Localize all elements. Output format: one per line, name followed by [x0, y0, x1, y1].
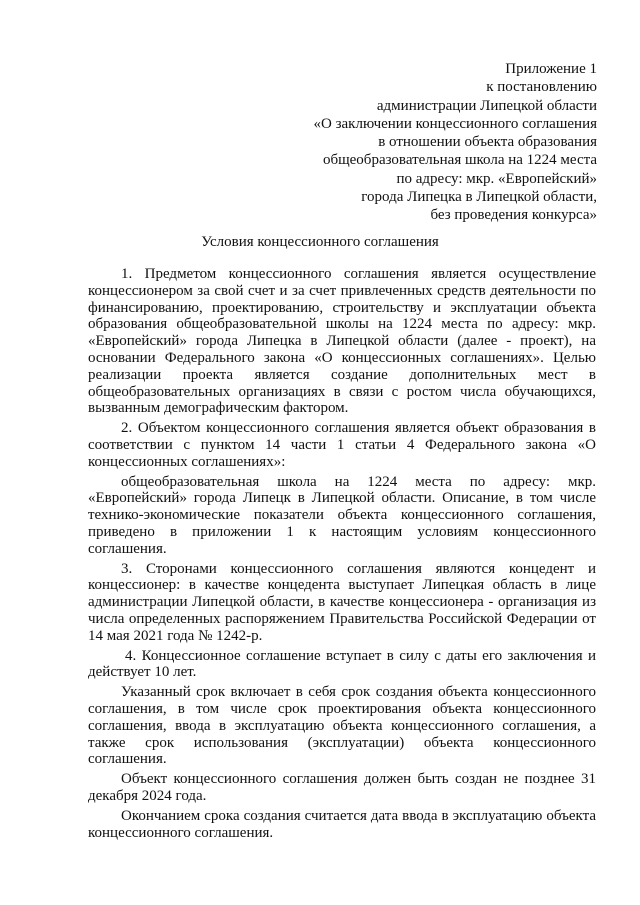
paragraph-4-deadline: Объект концессионного соглашения должен быть создан не позднее 31 декабря 2024 года. [88, 771, 596, 804]
header-line-9: без проведения конкурса» [430, 207, 597, 224]
header-line-6: общеобразовательная школа на 1224 места [322, 152, 597, 169]
header-line-1: Приложение 1 [505, 61, 597, 77]
paragraph-4-completion: Окончанием срока создания считается дата ввода в эксплуатацию объекта концессионного соглашения. [88, 807, 596, 841]
header-line-8: города Липецка в Липецкой области, [361, 189, 597, 206]
paragraph-1: 1. Предметом концессионного соглашения является осуществление концессионером за свой счет и за счет привлеченных средств деятельности по финансированию, проектированию, строительству и эксплуатации объекта образования общеобразовательной школы на 1224 места по адресу: мкр. «Европейский» города Липецка в Липецкой области (далее - проект), на основании Федерального закона «О концессионных соглашениях». Целью реализации проекта является создание дополнительных мест в общеобразовательных организациях в связи с ростом числа обучающихся, вызванным демографическим фактором. [88, 266, 596, 417]
appendix-header [237, 60, 597, 225]
paragraph-4: 4. Концессионное соглашение вступает в силу с даты его заключения и действует 10 лет. [88, 647, 596, 681]
paragraph-3: 3. Сторонами концессионного соглашения являются концедент и концессионер: в качестве концедента выступает Липецкая область в лице администрации Липецкой области, в качестве концессионера - организация из числа определенных распоряжением Правительства Российской Федерации от 14 мая 2021 года № 1242-р. [88, 560, 596, 644]
document-body [88, 266, 596, 844]
paragraph-4-term: Указанный срок включает в себя срок создания объекта концессионного соглашения, в том числе срок проектирования объекта концессионного соглашения, ввода в эксплуатацию объекта концессионного соглашения, а также срок использования (эксплуатации) объекта концессионного соглашения. [88, 684, 596, 768]
document-title: Условия концессионного соглашения [201, 234, 439, 250]
header-line-7: по адресу: мкр. «Европейский» [396, 170, 597, 187]
paragraph-2-object: общеобразовательная школа на 1224 места по адресу: мкр. «Европейский» города Липецк в Липецкой области. Описание, в том числе технико-экономические показатели объекта концессионного соглашения, приведено в приложении 1 к настоящим условиям концессионного соглашения. [88, 473, 596, 557]
header-line-5: в отношении объекта образования [378, 134, 597, 151]
header-line-2: к постановлению [486, 79, 597, 96]
header-line-4: «О заключении концессионного соглашения [313, 115, 597, 132]
header-line-3: администрации Липецкой области [376, 97, 597, 114]
paragraph-2: 2. Объектом концессионного соглашения является объект образования в соответствии с пунктом 14 части 1 статьи 4 Федерального закона «О концессионных соглашениях»: [88, 420, 596, 470]
